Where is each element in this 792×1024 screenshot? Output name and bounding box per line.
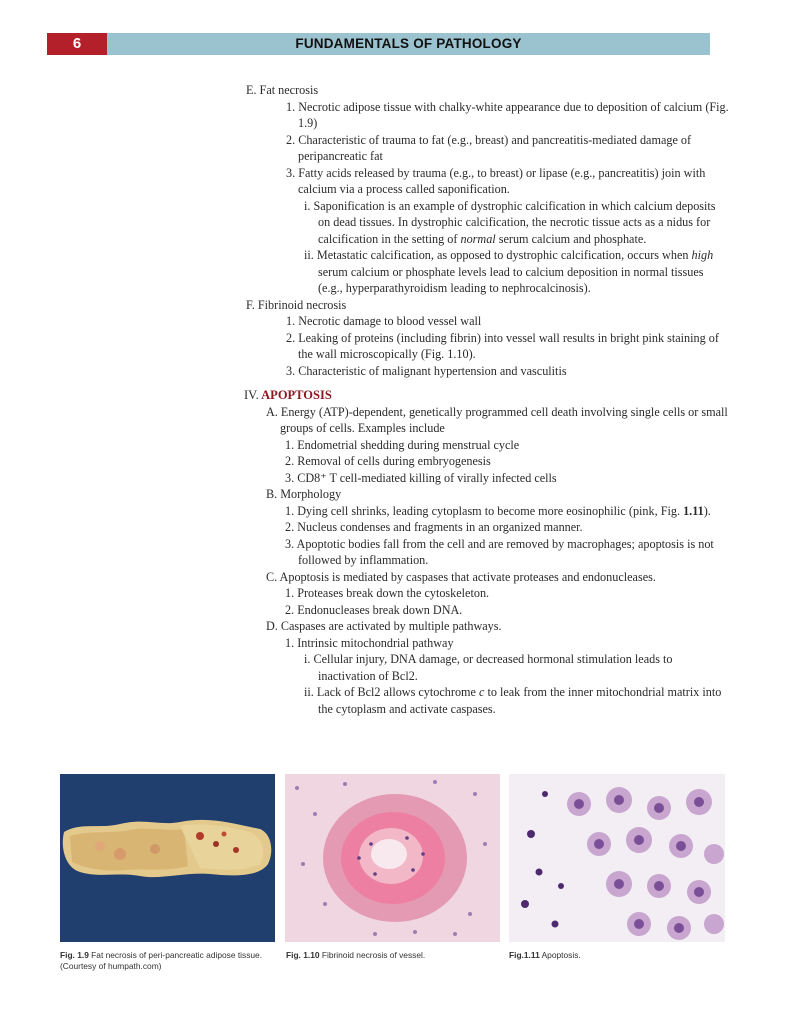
metastatic-calcification-note: ii. Metastatic calcification, as opposed to dystrophic calcification, occurs when high serum calcium or phosphate levels lead to calcium deposition in normal tissues (e.g., hyperparathyroidism leading to nephrocalcinosis).	[304, 248, 714, 295]
fat-necrosis-item-1: 1. Necrotic adipose tissue with chalky-white appearance due to deposition of calcium (Fig. 1.9)	[286, 99, 729, 130]
apoptosis-d-1: 1. Intrinsic mitochondrial pathway	[285, 635, 454, 650]
apoptosis-section-heading: IV. APOPTOSIS	[244, 388, 332, 402]
apoptosis-c-2: 2. Endonucleases break down DNA.	[285, 602, 463, 617]
apoptosis-b-1: 1. Dying cell shrinks, leading cytoplasm to become more eosinophilic (pink, Fig. 1.11).	[285, 503, 711, 518]
apoptosis-a-3: 3. CD8⁺ T cell-mediated killing of virally infected cells	[285, 470, 557, 485]
apoptosis-image	[509, 774, 725, 942]
fibrinoid-necrosis-micrograph	[285, 774, 500, 942]
apoptosis-item-c: C. Apoptosis is mediated by caspases that activate proteases and endonucleases.	[266, 569, 656, 584]
page-number: 6	[47, 33, 107, 55]
apoptosis-item-d: D. Caspases are activated by multiple pathways.	[266, 619, 502, 633]
fibrinoid-item-1: 1. Necrotic damage to blood vessel wall	[286, 314, 482, 328]
apoptosis-item-a: A. Energy (ATP)-dependent, genetically programmed cell death involving single cells or small groups of cells. Examples include	[266, 404, 728, 435]
fat-necrosis-photo	[60, 774, 275, 942]
running-header: FUNDAMENTALS OF PATHOLOGY	[107, 33, 710, 55]
figure-caption-1-9: Fig. 1.9 Fat necrosis of peri-pancreatic adipose tissue. (Courtesy of humpath.com)	[60, 950, 263, 971]
apoptosis-a-2: 2. Removal of cells during embryogenesis	[285, 454, 491, 468]
apoptosis-d-1-i: i. Cellular injury, DNA damage, or decreased hormonal stimulation leads to inactivation of Bcl2.	[304, 652, 673, 683]
apoptosis-a-1: 1. Endometrial shedding during menstrual cycle	[285, 437, 520, 452]
apoptosis-d-1-ii: ii. Lack of Bcl2 allows cytochrome c to leak from the inner mitochondrial matrix into the cytoplasm and activate caspases.	[304, 685, 722, 716]
fat-necrosis-item-2: 2. Characteristic of trauma to fat (e.g., breast) and pancreatitis-mediated damage of peripancreatic fat	[286, 132, 692, 163]
apoptosis-micrograph	[509, 774, 725, 942]
main-text	[230, 82, 730, 717]
apoptosis-b-2: 2. Nucleus condenses and fragments in an organized manner.	[285, 520, 583, 534]
fibrinoid-item-2: 2. Leaking of proteins (including fibrin) into vessel wall results in bright pink staining of the wall microscopically (Fig. 1.10).	[286, 330, 719, 361]
figure-strip	[60, 774, 725, 942]
fat-necrosis-item-3: 3. Fatty acids released by trauma (e.g., to breast) or lipase (e.g., pancreatitis) join with calcium via a process called saponification.	[286, 165, 706, 196]
fibrinoid-heading: F. Fibrinoid necrosis	[246, 297, 347, 312]
fibrinoid-necrosis-image	[285, 774, 500, 942]
fibrinoid-item-3: 3. Characteristic of malignant hypertension and vasculitis	[286, 363, 567, 378]
apoptosis-b-3: 3. Apoptotic bodies fall from the cell and are removed by macrophages; apoptosis is not followed by inflammation.	[285, 536, 714, 567]
fat-necrosis-heading: E. Fat necrosis	[246, 83, 319, 97]
figure-caption-1-10: Fig. 1.10 Fibrinoid necrosis of vessel.	[286, 950, 426, 960]
apoptosis-c-1: 1. Proteases break down the cytoskeleton.	[285, 586, 490, 600]
saponification-note: i. Saponification is an example of dystrophic calcification in which calcium deposits on dead tissues. In dystrophic calcification, the necrotic tissue acts as a nidus for calcification in the setting of normal serum calcium and phosphate.	[304, 198, 716, 246]
apoptosis-item-b: B. Morphology	[266, 487, 342, 501]
figure-caption-1-11: Fig.1.11 Apoptosis.	[509, 950, 581, 960]
fat-necrosis-photo-image	[60, 774, 275, 942]
